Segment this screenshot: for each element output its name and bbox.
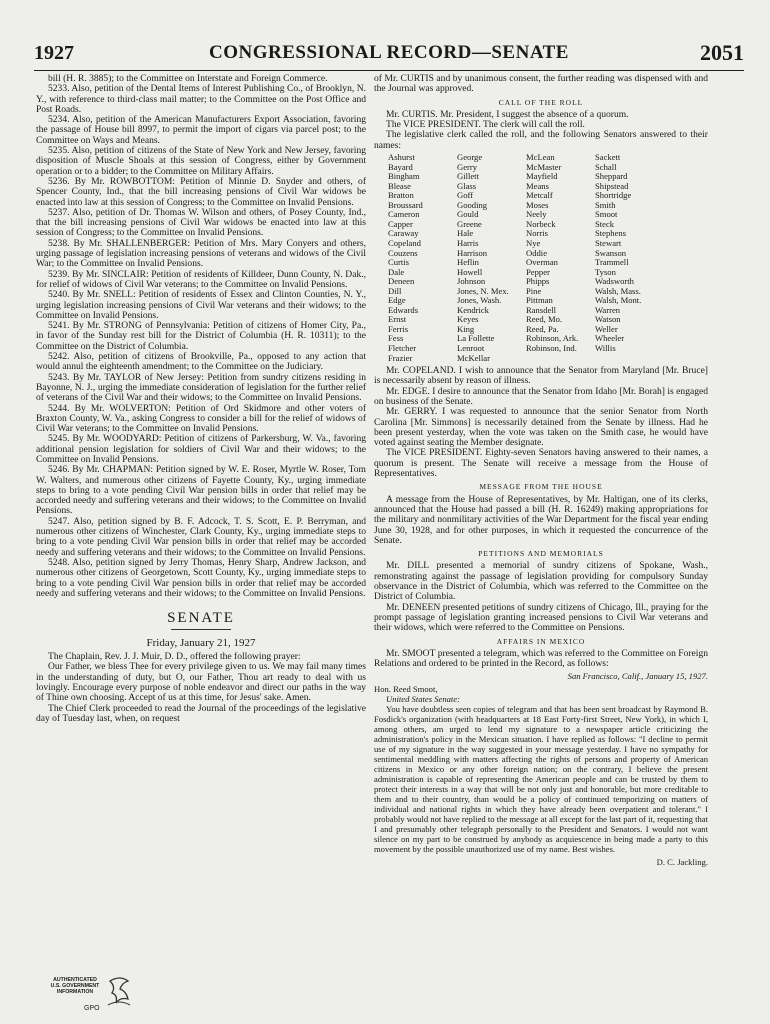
announcement-paragraph: The VICE PRESIDENT. Eighty-seven Senators having answered to their names, a quorum is present. The Senate will receive a message from the House of Representatives.: [374, 447, 708, 480]
senator-name: Ernst: [388, 314, 407, 325]
senator-name: Curtis: [388, 257, 410, 268]
senator-name: Shipstead: [595, 180, 629, 191]
senator-name: Edge: [388, 295, 406, 306]
senator-name: Wheeler: [595, 333, 625, 344]
senator-name: Robinson, Ind.: [526, 343, 577, 354]
announcement-paragraph: Mr. GERRY. I was requested to announce that the senior Senator from North Carolina [Mr. Simmons] is necessarily detained from the Senate by illness. Had he been present yesterday, when the vote was taken on the Smith case, he would have voted against seating the Member designate.: [374, 406, 708, 449]
page-header: [34, 40, 744, 71]
header-year: 1927: [34, 42, 74, 64]
senator-name: Wadsworth: [595, 276, 634, 287]
senator-name: Couzens: [388, 247, 418, 258]
badge-line: AUTHENTICATED: [53, 977, 97, 983]
senator-name: Caraway: [388, 228, 419, 239]
senator-name: Neely: [526, 209, 547, 220]
senator-name: Tyson: [595, 266, 616, 277]
petition-paragraph: 5241. By Mr. STRONG of Pennsylvania: Petition of citizens of Homer City, Pa., in favor of the Sunday rest bill for the District of Columbia (H. R. 10311); to the Committee on the District of Columbia.: [36, 320, 366, 352]
senator-name: Ransdell: [526, 304, 557, 315]
senator-name: Metcalf: [526, 190, 553, 201]
senator-name: Trammell: [595, 257, 629, 268]
telegram-paragraph: You have doubtless seen copies of telegram and that has been sent broadcast by Raymond B. Fosdick's organization (with headquarters at 18 East Forty-first Street, New York), in which I, among others, am urged to lend my signature to a newspaper article criticizing the administration's policy in the Mexican situation. I have replied as follows: "I decline to permit use of my signature in the way suggested in your message yesterday. I have no sympathy for sentimental meddling with matters affecting the rights of persons and property of American citizens in Mexico or any other foreign nation; on the contrary, I believe the present administration is capable of representing the American people and can be trusted by them to protect their interests in a way that will be not only just and honorable, but more creditable to them and to their country, than would be a policy of continued temporizing on matters of individual and national rights in which they have already been overpatient and tolerant." I probably would not have replied to the message at all except for the last part of it, requesting that I and presumably other telegraph personally to the President and Senators. I would not want silence on my part to be construed by anybody as acquiescence in being made a party to this movement by the possible unauthorized use of my name. Best wishes.: [374, 703, 708, 855]
badge-text: [44, 977, 106, 996]
senator-name: Pittman: [526, 295, 553, 306]
senator-name: Heflin: [457, 257, 479, 268]
senator-name: Dale: [388, 266, 405, 277]
proceedings-paragraph: The Chief Clerk proceeded to read the Journal of the proceedings of the legislative day of Tuesday last, when, on request: [36, 702, 366, 724]
senator-name: Willis: [595, 343, 616, 354]
petition-paragraph: 5245. By Mr. WOODYARD: Petition of citizens of Parkersburg, W. Va., favoring additional pension legislation for soldiers of Civil War and their widows; to the Committee on Invalid Pensions.: [36, 433, 366, 465]
petition-memorial-paragraph: Mr. DENEEN presented petitions of sundry citizens of Chicago, Ill., praying for the prompt passage of legislation granting increased pensions to Civil War veterans and their widows, which were referred to the Committee on Pensions.: [374, 601, 708, 634]
senator-name: Ashurst: [388, 152, 415, 163]
senator-name: Howell: [457, 266, 483, 277]
telegram-signature: D. C. Jackling.: [656, 856, 708, 867]
senator-name: Smoot: [595, 209, 618, 220]
mexico-heading: AFFAIRS IN MEXICO: [496, 636, 586, 646]
proceedings-paragraph: The Chaplain, Rev. J. J. Muir, D. D., offered the following prayer:: [48, 651, 301, 663]
senator-name: Deneen: [388, 276, 415, 287]
senator-name: George: [457, 152, 483, 163]
senator-name: Shortridge: [595, 190, 632, 201]
badge-line: INFORMATION: [56, 989, 94, 996]
senator-name: Johnson: [457, 276, 486, 287]
senator-name: Swanson: [595, 247, 627, 258]
right-column: [374, 74, 708, 867]
senator-name: La Follette: [457, 333, 495, 344]
senator-name: Means: [526, 180, 549, 191]
senator-column: [388, 153, 457, 363]
senator-name: Frazier: [388, 352, 413, 363]
page-number: 2051: [700, 40, 744, 65]
senate-heading: SENATE: [36, 613, 366, 634]
telegram-dateline: San Francisco, Calif., January 15, 1927.: [567, 671, 708, 682]
petition-paragraph: 5237. Also, petition of Dr. Thomas W. Wilson and others, of Posey County, Ind., that the bill increasing pensions of Civil War widows be enacted into law at this session of Congress; to the Committee on Invalid Pensions.: [36, 206, 366, 239]
senator-name: Greene: [457, 218, 482, 229]
senator-name: Robinson, Ark.: [526, 333, 579, 344]
petition-memorial-paragraph: Mr. DILL presented a memorial of sundry citizens of Spokane, Wash., remonstrating against the passage of legislation providing for compulsory Sunday observance in the District of Columbia, which was referred to the Committee on the District of Columbia.: [374, 560, 708, 603]
message-paragraph: A message from the House of Representatives, by Mr. Haltigan, one of its clerks, announced that the House had passed a bill (H. R. 16249) making appropriations for the military and nonmilitary activities of the War Department for the fiscal year ending June 30, 1928, and for other purposes, in which it requested the concurrence of the Senate.: [374, 493, 708, 546]
senator-name: Mayfield: [526, 171, 558, 182]
roll-paragraph: The legislative clerk called the roll, and the following Senators answered to their names:: [374, 129, 708, 151]
petition-paragraph: 5234. Also, petition of the American Manufacturers Export Association, favoring the passage of House bill 8997, to permit the import of cigars via parcel post; to the Committee on Ways and Means.: [36, 114, 366, 146]
message-heading: MESSAGE FROM THE HOUSE: [479, 482, 603, 492]
senator-name: Kendrick: [457, 304, 489, 315]
left-column: [36, 74, 366, 724]
senator-name: Nye: [526, 238, 541, 248]
senator-name: Bayard: [388, 161, 413, 172]
senator-roll-list: [388, 153, 708, 363]
senator-name: Moses: [526, 199, 549, 210]
senator-name: Copeland: [388, 238, 421, 248]
senator-name: Glass: [457, 180, 477, 191]
senator-name: Schall: [595, 161, 617, 172]
senator-column: [457, 153, 526, 363]
telegram-addressee-line2: United States Senate:: [386, 693, 460, 704]
call-of-roll-heading: CALL OF THE ROLL: [498, 97, 584, 107]
senator-name: Fletcher: [388, 343, 417, 354]
senator-name: McKellar: [457, 352, 490, 363]
senator-name: Cameron: [388, 209, 420, 220]
petitions-heading: PETITIONS AND MEMORIALS: [478, 549, 604, 559]
senator-name: Stephens: [595, 228, 627, 239]
senator-name: Weller: [595, 323, 618, 334]
senator-name: Broussard: [388, 199, 423, 210]
senator-name: Jones, N. Mex.: [457, 285, 509, 296]
senator-name: Oddie: [526, 247, 548, 258]
petition-paragraph: bill (H. R. 3885); to the Committee on Interstate and Foreign Commerce.: [48, 73, 328, 84]
senator-name: Steck: [595, 218, 615, 229]
petition-paragraph: 5240. By Mr. SNELL: Petition of residents of Essex and Clinton Counties, N. Y., urging legislation increasing pensions of Civil War veterans and their widows; to the Committee on Invalid Pensions.: [36, 289, 366, 321]
gpo-authentication-badge: [44, 975, 139, 1015]
senator-name: Sheppard: [595, 171, 628, 182]
telegram-addressee: Hon. Reed Smoot,: [374, 683, 438, 694]
senator-name: Warren: [595, 304, 621, 315]
senator-column: [526, 153, 595, 363]
senator-name: Fess: [388, 333, 404, 344]
senator-name: Pine: [526, 285, 542, 296]
petition-paragraph: 5243. By Mr. TAYLOR of New Jersey: Petition from sundry citizens residing in Bayonne, N. J., urging the immediate consideration of legislation for the further relief of veterans of the Civil War and their widows; to the Committee on Invalid Pensions.: [36, 371, 366, 404]
gpo-label: GPO: [84, 1005, 100, 1012]
senator-name: Walsh, Mont.: [595, 295, 642, 306]
senator-name: Goff: [457, 190, 474, 201]
senator-name: McMaster: [526, 161, 562, 172]
senator-name: Gillett: [457, 171, 479, 182]
eagle-seal-icon: [104, 975, 134, 1013]
senator-name: Norris: [526, 228, 548, 239]
proceedings-paragraph: Our Father, we bless Thee for every privilege given to us. We may fail many times in the understanding of duty, but O, our Father, Thou art ready to deal with us lovingly. Encourage every purpose of noble endeavor and direct our paths in the way of Thine own choosing. Accept of us at this time, for Jesus' sake. Amen.: [36, 661, 366, 704]
senator-name: Gould: [457, 209, 479, 220]
petition-paragraph: 5238. By Mr. SHALLENBERGER: Petition of Mrs. Mary Conyers and others, urging passage of legislation increasing pensions of veterans and widows of the Civil War; to the Committee on Invalid Pensions.: [36, 237, 366, 270]
senator-name: Hale: [457, 228, 474, 239]
senator-name: Ferris: [388, 323, 409, 334]
senator-name: Gooding: [457, 199, 488, 210]
senator-name: Keyes: [457, 314, 479, 325]
senator-name: Overman: [526, 257, 558, 268]
senator-name: Stewart: [595, 238, 622, 248]
petition-paragraph: 5235. Also, petition of citizens of the State of New York and New Jersey, favoring disposition of Muscle Shoals at this session of Congress, either by Government operation or to a bidder; to the Committee on Military Affairs.: [36, 145, 366, 177]
senator-name: Phipps: [526, 276, 550, 287]
senator-name: Blease: [388, 180, 411, 191]
header-title: CONGRESSIONAL RECORD—SENATE: [209, 42, 569, 63]
senator-name: Pepper: [526, 266, 550, 277]
senator-name: Edwards: [388, 304, 419, 315]
senator-name: Capper: [388, 218, 413, 229]
journal-paragraph: of Mr. CURTIS and by unanimous consent, the further reading was dispensed with and the Journal was approved.: [374, 73, 708, 95]
senator-name: Dill: [388, 285, 402, 296]
announcement-paragraph: Mr. COPELAND. I wish to announce that the Senator from Maryland [Mr. Bruce] is necessarily absent by reason of illness.: [374, 365, 708, 387]
senator-name: Walsh, Mass.: [595, 285, 641, 296]
senator-name: King: [457, 323, 475, 334]
petition-paragraph: 5244. By Mr. WOLVERTON: Petition of Ord Skidmore and other voters of Braxton County, W. Va., asking Congress to consider a bill for the relief of widows of Civil War veterans; to the Committee on Invalid Pensions.: [36, 402, 366, 435]
petition-paragraph: 5239. By Mr. SINCLAIR: Petition of residents of Killdeer, Dunn County, N. Dak., for relief of widows of Civil War veterans; to the Committee on Invalid Pensions.: [36, 268, 366, 290]
senator-name: Reed, Mo.: [526, 314, 563, 325]
announcement-paragraph: Mr. EDGE. I desire to announce that the Senator from Idaho [Mr. Borah] is engaged on business of the Senate.: [374, 385, 708, 407]
roll-paragraph: The VICE PRESIDENT. The clerk will call the roll.: [386, 119, 585, 131]
senator-name: Norbeck: [526, 218, 556, 229]
petition-paragraph: 5236. By Mr. ROWBOTTOM: Petition of Minnie D. Snyder and others, of Spencer County, Ind., that the bill increasing pensions of Civil War widows be enacted into law at this session of Congress; to the Committee on Invalid Pensions.: [36, 175, 366, 208]
senator-name: Gerry: [457, 161, 478, 172]
badge-line: U.S. GOVERNMENT: [50, 983, 100, 990]
petition-paragraph: 5233. Also, petition of the Dental Items of Interest Publishing Co., of Brooklyn, N. Y., with reference to third-class mail matter; to the Committee on the Post Office and Post Roads.: [36, 83, 366, 115]
petition-paragraph: 5247. Also, petition signed by B. F. Adcock, T. S. Scott, E. P. Berryman, and numerous other citizens of Winchester, Clark County, Ky., urging immediate steps to bring to a vote pending Civil War pension bills in order that relief may be accorded needy and suffering veterans and their widows; to the Committee on Invalid Pensions.: [36, 515, 366, 558]
petition-paragraph: 5242. Also, petition of citizens of Brookville, Pa., opposed to any action that would annul the eighteenth amendment; to the Committee on the Judiciary.: [36, 351, 366, 373]
senator-name: Harrison: [457, 247, 488, 258]
petition-paragraph: 5248. Also, petition signed by Jerry Thomas, Henry Sharp, Andrew Jackson, and numerous other citizens of Georgetown, Scott County, Ky., urging immediate steps to bring to a vote pending Civil War pension bills in order that relief may be accorded needy and suffering veterans and their widows; to the Committee on Invalid Pensions.: [36, 556, 366, 599]
senator-name: Harris: [457, 238, 479, 248]
senator-name: Sackett: [595, 152, 621, 163]
session-date: Friday, January 21, 1927: [146, 636, 256, 649]
mexico-paragraph: Mr. SMOOT presented a telegram, which was referred to the Committee on Foreign Relations and ordered to be printed in the Record, as follows:: [374, 647, 708, 670]
senator-name: Bratton: [388, 190, 414, 201]
senator-name: Smith: [595, 199, 616, 210]
petition-paragraph: 5246. By Mr. CHAPMAN: Petition signed by W. E. Roser, Myrtle W. Roser, Tom W. Walters, and numerous other citizens of Fayette County, Ky., urging immediate steps to bring to a vote pending Civil War pension bills in order that relief may be accorded needy and suffering veterans and their widows; to the Committee on Invalid Pensions.: [36, 464, 366, 517]
senator-name: Watson: [595, 314, 621, 325]
senator-column: [595, 153, 664, 363]
senator-name: Reed, Pa.: [526, 323, 559, 334]
senator-name: Jones, Wash.: [457, 295, 502, 306]
senator-name: McLean: [526, 152, 555, 163]
roll-paragraph: Mr. CURTIS. Mr. President, I suggest the absence of a quorum.: [386, 108, 629, 120]
senator-name: Lenroot: [457, 343, 485, 354]
senator-name: Bingham: [388, 171, 420, 182]
